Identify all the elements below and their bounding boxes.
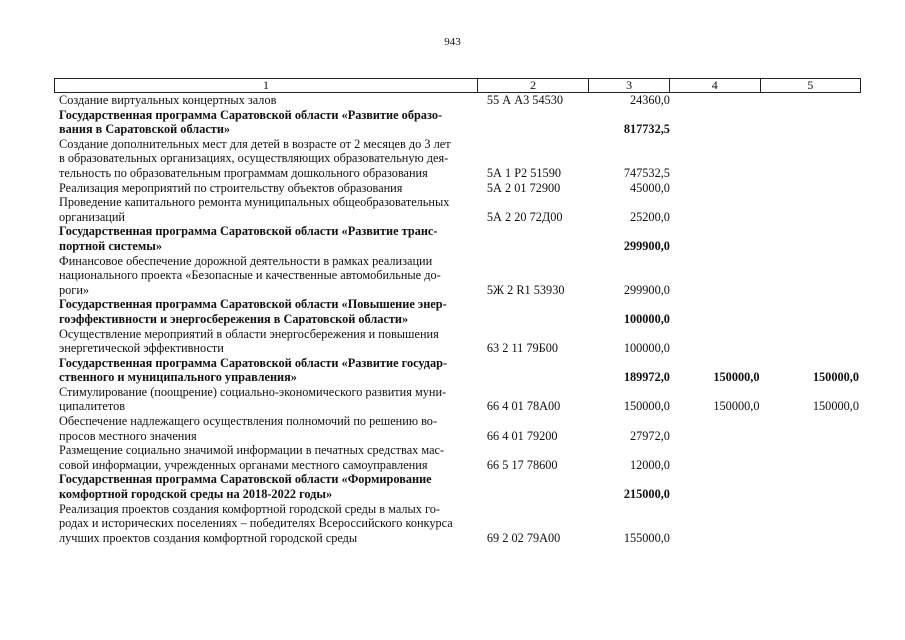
row-value-5: 150000,0 (812, 399, 859, 414)
header-col-4: 4 (670, 79, 761, 92)
row-value-4: 150000,0 (713, 370, 760, 385)
row-name-line: Стимулирование (поощрение) социально-экономического развития муни- (59, 384, 447, 399)
table-row (59, 254, 859, 298)
row-name-line: энергетической эффективности (59, 341, 224, 356)
program-row (59, 297, 859, 326)
program-row (59, 108, 859, 137)
row-name (59, 181, 481, 196)
row-value-5: 150000,0 (812, 370, 859, 385)
table-row (59, 93, 859, 108)
row-name (59, 356, 481, 385)
header-col-5: 5 (807, 78, 814, 92)
row-name (59, 254, 481, 298)
row-name (59, 93, 481, 108)
program-row (59, 224, 859, 253)
row-code: 5А 2 01 72900 (486, 180, 561, 195)
page-number: 943 (444, 36, 461, 48)
row-name (59, 327, 481, 356)
row-code: 66 4 01 79200 (486, 428, 558, 443)
row-code: 69 2 02 79А00 (486, 530, 561, 545)
row-name (59, 414, 481, 443)
row-name-line: гоэффективности и энергосбережения в Саратовской области» (59, 311, 409, 326)
row-name-line: Государственная программа Саратовской области «Развитие транс- (59, 224, 438, 239)
row-value-3: 155000,0 (623, 530, 670, 545)
row-name-line: комфортной городской среды на 2018-2022 годы» (59, 487, 333, 502)
row-name-line: Проведение капитального ремонта муниципальных общеобразовательных (59, 195, 450, 210)
table-row (59, 385, 859, 414)
table-row (59, 181, 859, 196)
row-value-3: 150000,0 (623, 399, 670, 414)
row-name (59, 443, 481, 472)
row-name (59, 472, 481, 501)
row-name (59, 195, 481, 224)
row-name-line: совой информации, учрежденных органами местного самоуправления (59, 457, 428, 472)
row-value-3: 100000,0 (623, 311, 670, 326)
table-row (59, 443, 859, 472)
row-name (59, 108, 481, 137)
row-name (59, 502, 481, 546)
row-code: 63 2 11 79Б00 (486, 341, 559, 356)
row-name-line: вания в Саратовской области» (59, 122, 231, 137)
row-value-3: 215000,0 (623, 487, 670, 502)
row-value-3: 299900,0 (623, 282, 670, 297)
row-value-3: 100000,0 (623, 341, 670, 356)
table-row (59, 195, 859, 224)
row-name (59, 297, 481, 326)
table-header (54, 78, 861, 93)
row-name-line: родах и исторических поселениях – победителях Всероссийского конкурса (59, 516, 453, 531)
table-row (59, 502, 859, 546)
header-col-2: 2 (478, 79, 589, 92)
row-name-line: тельность по образовательным программам дошкольного образования (59, 165, 428, 180)
row-name (59, 385, 481, 414)
row-value-4: 150000,0 (713, 399, 760, 414)
row-name-line: ственного и муниципального управления» (59, 370, 297, 385)
row-name-line: Создание дополнительных мест для детей в возрасте от 2 месяцев до 3 лет (59, 136, 451, 151)
row-value-3: 747532,5 (623, 165, 670, 180)
row-name-line: Размещение социально значимой информации в печатных средствах мас- (59, 443, 445, 458)
row-name-line: организаций (59, 209, 126, 224)
row-name-line: Финансовое обеспечение дорожной деятельности в рамках реализации (59, 253, 433, 268)
row-name-line: роги» (59, 282, 90, 297)
row-name-line: лучших проектов создания комфортной городской среды (59, 530, 358, 545)
row-code: 66 4 01 78А00 (486, 399, 561, 414)
row-name-line: Государственная программа Саратовской области «Формирование (59, 472, 432, 487)
row-code: 5А 1 Р2 51590 (486, 165, 562, 180)
row-name-line: портной системы» (59, 238, 162, 253)
row-code: 55 А А3 54530 (486, 93, 564, 107)
row-value-3: 12000,0 (629, 457, 670, 472)
header-col-3: 3 (589, 79, 670, 92)
row-value-3: 299900,0 (623, 238, 670, 253)
row-name-line: ципалитетов (59, 399, 126, 414)
row-value-3: 45000,0 (629, 180, 670, 195)
table-body (59, 93, 859, 545)
row-name-line: Осуществление мероприятий в области энергосбережения и повышения (59, 326, 439, 341)
table-row (59, 137, 859, 181)
row-code: 5А 2 20 72Д00 (486, 209, 563, 224)
row-value-3: 25200,0 (629, 209, 670, 224)
program-row (59, 356, 859, 385)
row-name-line: Создание виртуальных концертных залов (59, 93, 277, 107)
row-name (59, 137, 481, 181)
program-row (59, 472, 859, 501)
table-row (59, 327, 859, 356)
row-code: 66 5 17 78600 (486, 457, 558, 472)
row-value-3: 24360,0 (629, 93, 670, 107)
row-value-3: 27972,0 (629, 428, 670, 443)
row-name-line: просов местного значения (59, 428, 197, 443)
row-name-line: в образовательных организациях, осуществляющих образовательную дея- (59, 151, 449, 166)
row-name-line: Государственная программа Саратовской области «Развитие образо- (59, 107, 443, 122)
row-value-3: 189972,0 (623, 370, 670, 385)
row-name-line: Обеспечение надлежащего осуществления полномочий по решению во- (59, 414, 438, 429)
row-code: 5Ж 2 R1 53930 (486, 282, 565, 297)
row-value-3: 817732,5 (623, 122, 670, 137)
row-name-line: Реализация мероприятий по строительству объектов образования (59, 180, 403, 195)
row-name-line: Государственная программа Саратовской области «Развитие государ- (59, 355, 448, 370)
row-name-line: национального проекта «Безопасные и качественные автомобильные до- (59, 268, 441, 283)
row-name-line: Реализация проектов создания комфортной городской среды в малых го- (59, 501, 441, 516)
header-col-1: 1 (55, 79, 478, 92)
row-name (59, 224, 481, 253)
table-row (59, 414, 859, 443)
row-name-line: Государственная программа Саратовской области «Повышение энер- (59, 297, 447, 312)
